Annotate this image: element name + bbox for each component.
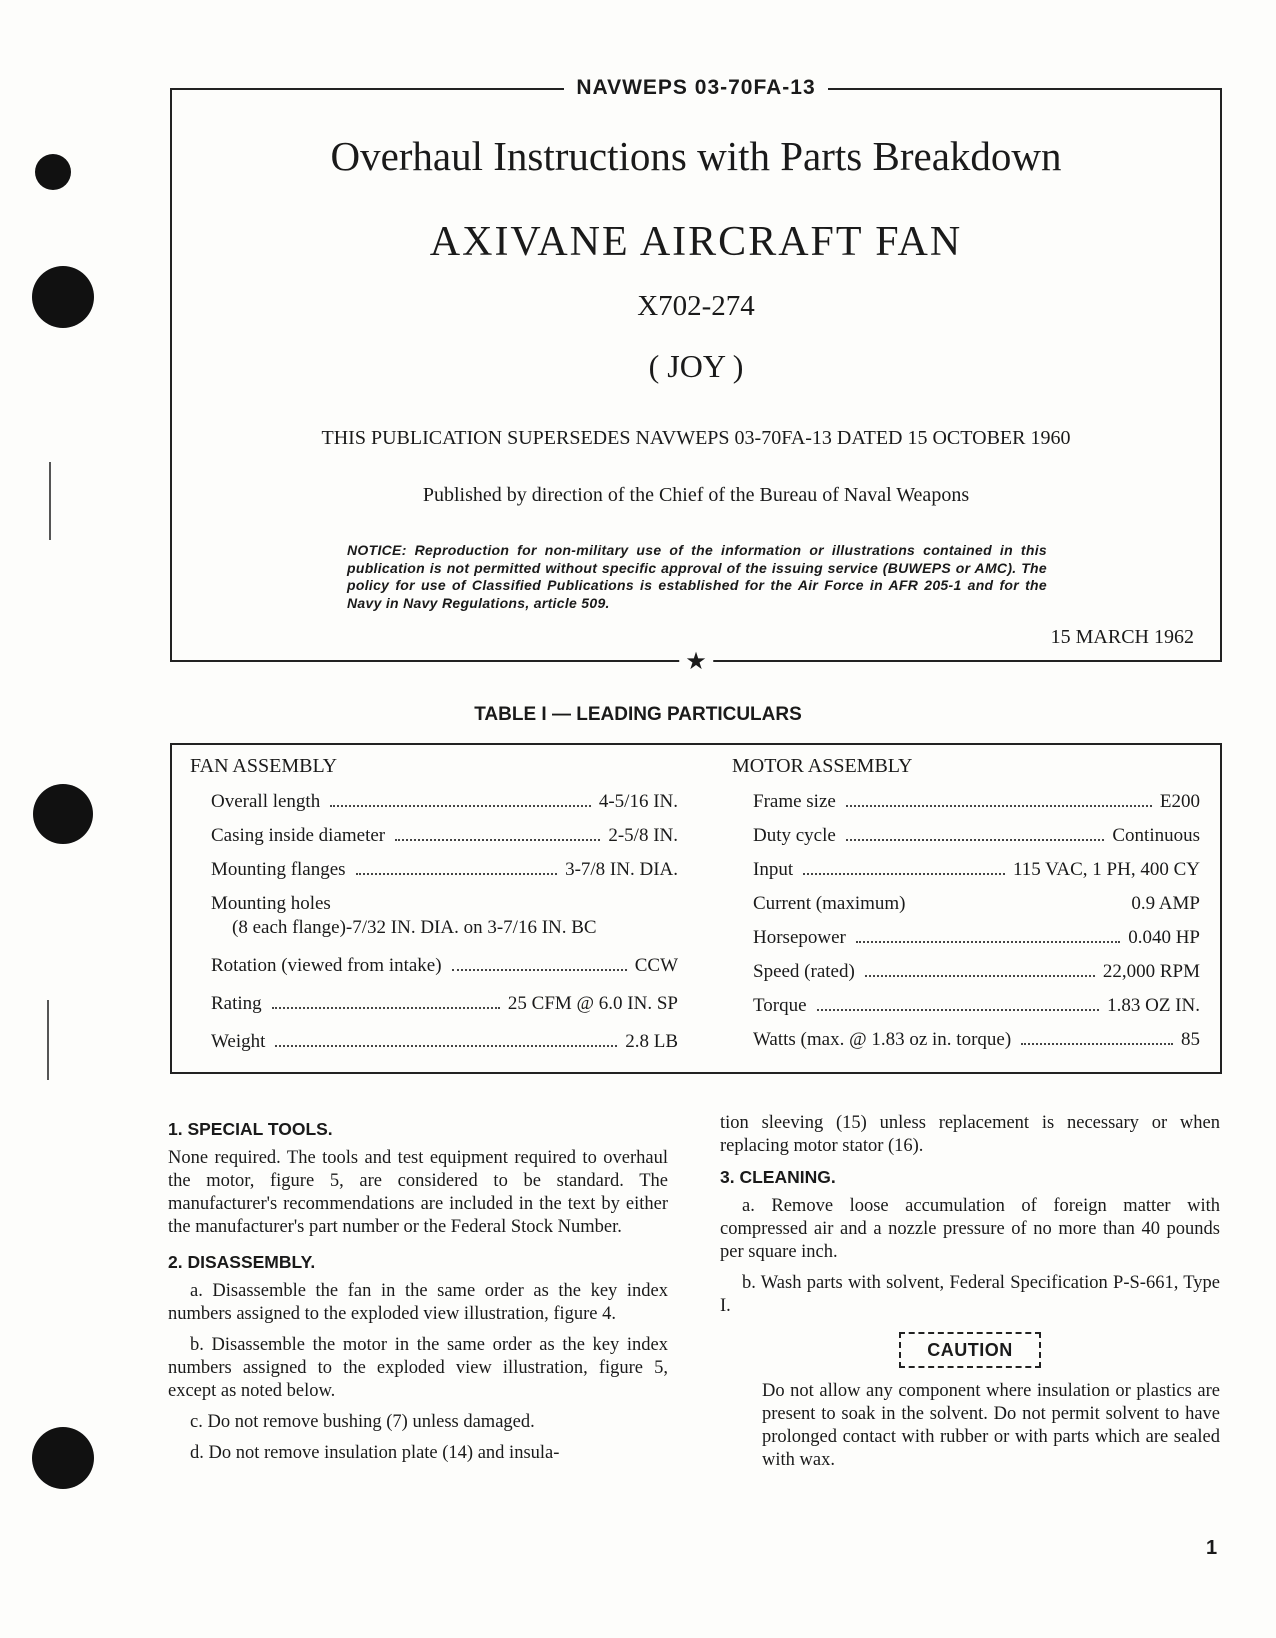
product-name: AXIVANE AIRCRAFT FAN — [429, 219, 963, 265]
cleaning-step-a: a. Remove loose accumulation of foreign matter with compressed air and a nozzle pressure of no more than 40 pounds per square inch. — [720, 1196, 1220, 1262]
motor-assembly-column — [732, 755, 1200, 1052]
cleaning-step-b: b. Wash parts with solvent, Federal Specification P-S-661, Type I. — [720, 1273, 1220, 1316]
binder-hole-3 — [33, 784, 93, 844]
disassembly-step-d-continued: tion sleeving (15) unless replacement is necessary or when replacing motor stator (16). — [720, 1113, 1220, 1156]
left-text-column — [168, 1118, 668, 1473]
scan-mark-1 — [49, 462, 51, 540]
motor-row-watts: Watts (max. @ 1.83 oz in. torque) 85 — [753, 1029, 1200, 1050]
star-icon: ★ — [679, 649, 713, 675]
main-title: Overhaul Instructions with Parts Breakdown — [330, 133, 1062, 179]
fan-row-weight: Weight 2.8 LB — [211, 1031, 678, 1052]
disassembly-step-a: a. Disassemble the fan in the same order as the key index numbers assigned to the exploded view illustration, figure 4. — [168, 1281, 668, 1324]
caution-box — [899, 1332, 1041, 1368]
binder-hole-1 — [35, 154, 71, 190]
reproduction-notice: NOTICE: Reproduction for non-military use of the information or illustrations contained in this publication is not permitted without specific approval of the issuing service (BUWEPS or AMC). The policy for use of Classified Publications is established for the Air Force in AFR 205-1 and for the Navy in Navy Regulations, article 509. — [347, 542, 1047, 611]
page-number: 1 — [1206, 1537, 1218, 1559]
fan-row-casing-diameter: Casing inside diameter 2-5/8 IN. — [211, 825, 678, 846]
fan-row-rating: Rating 25 CFM @ 6.0 IN. SP — [211, 993, 678, 1014]
fan-row-mounting-holes: Mounting holes — [211, 893, 331, 914]
caution-label: CAUTION — [927, 1340, 1013, 1360]
supersedes-statement: THIS PUBLICATION SUPERSEDES NAVWEPS 03-70FA-13 DATED 15 OCTOBER 1960 — [321, 427, 1071, 449]
publication-date: 15 MARCH 1962 — [1050, 626, 1194, 648]
cleaning-heading: 3. CLEANING. — [720, 1167, 836, 1187]
motor-row-current: Current (maximum) 0.9 AMP — [753, 893, 1200, 914]
motor-assembly-heading: MOTOR ASSEMBLY — [732, 755, 913, 777]
motor-row-frame-size: Frame size E200 — [753, 791, 1200, 812]
title-box — [170, 76, 1222, 675]
disassembly-step-d: d. Do not remove insulation plate (14) and insula- — [190, 1443, 560, 1463]
table-title: TABLE I — LEADING PARTICULARS — [474, 704, 802, 725]
disassembly-step-b: b. Disassemble the motor in the same order as the key index numbers assigned to the exploded view illustration, figure 5, except as noted below. — [168, 1335, 668, 1401]
motor-row-horsepower: Horsepower 0.040 HP — [753, 927, 1200, 948]
fan-row-rotation: Rotation (viewed from intake) CCW — [211, 955, 678, 976]
fan-assembly-column — [190, 755, 678, 1054]
binder-hole-2 — [32, 266, 94, 328]
special-tools-text: None required. The tools and test equipment required to overhaul the motor, figure 5, are considered to be standard. The manufacturer's recommendations are included in the text by either the manufacturer's part number or the Federal Stock Number. — [168, 1148, 668, 1237]
disassembly-heading: 2. DISASSEMBLY. — [168, 1252, 316, 1272]
disassembly-step-c: c. Do not remove bushing (7) unless damaged. — [190, 1412, 535, 1432]
caution-text: Do not allow any component where insulation or plastics are present to soak in the solvent. Do not permit solvent to have prolonged contact with rubber or with parts which are sealed with wax. — [762, 1381, 1220, 1470]
fan-row-mounting-holes-detail: (8 each flange)-7/32 IN. DIA. on 3-7/16 IN. BC — [232, 917, 597, 938]
model-number: X702-274 — [637, 290, 755, 322]
binder-hole-4 — [32, 1427, 94, 1489]
motor-row-duty-cycle: Duty cycle Continuous — [753, 825, 1200, 846]
motor-row-speed: Speed (rated) 22,000 RPM — [753, 961, 1200, 982]
published-by: Published by direction of the Chief of the Bureau of Naval Weapons — [422, 484, 970, 506]
right-text-column — [720, 1112, 1220, 1480]
manufacturer: ( JOY ) — [648, 348, 744, 384]
fan-assembly-heading: FAN ASSEMBLY — [190, 755, 338, 777]
special-tools-heading: 1. SPECIAL TOOLS. — [168, 1119, 333, 1139]
doc-number: NAVWEPS 03-70FA-13 — [172, 76, 1220, 100]
motor-row-input: Input 115 VAC, 1 PH, 400 CY — [753, 859, 1200, 880]
leading-particulars-table — [170, 743, 1222, 1074]
fan-row-mounting-flanges: Mounting flanges 3-7/8 IN. DIA. — [211, 859, 678, 880]
fan-row-overall-length: Overall length 4-5/16 IN. — [211, 791, 678, 812]
motor-row-torque: Torque 1.83 OZ IN. — [753, 995, 1200, 1016]
scan-mark-2 — [47, 1000, 49, 1080]
